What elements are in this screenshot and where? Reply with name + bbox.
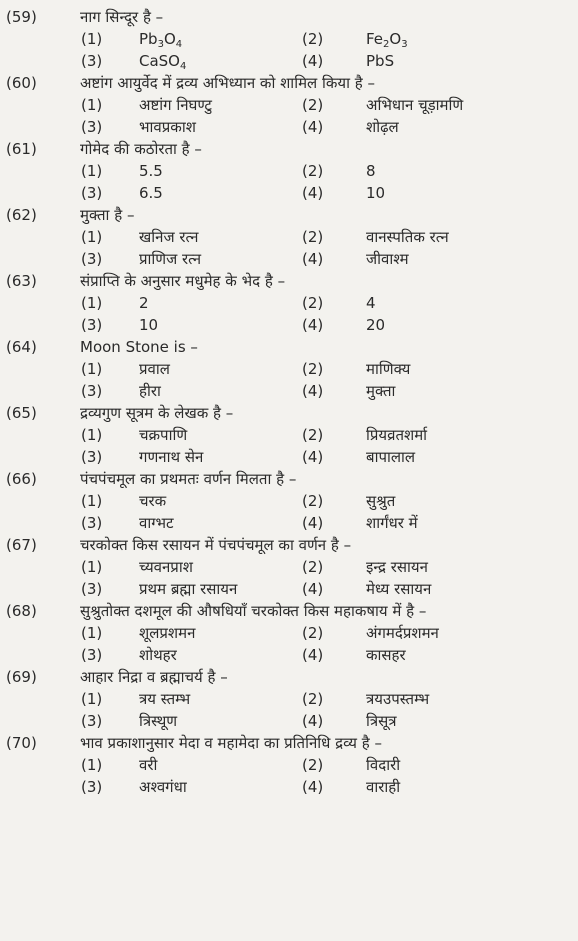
- option-row: [6, 711, 556, 733]
- option-number: (4): [302, 513, 324, 532]
- option-row: [6, 579, 556, 601]
- option-text: प्राणिज रत्न: [139, 249, 202, 268]
- option-number: (3): [81, 579, 103, 598]
- option-2: [302, 491, 556, 513]
- question-line: [6, 6, 556, 29]
- option-row: [6, 777, 556, 799]
- question-text: द्रव्यगुण सूत्रम के लेखक है –: [80, 404, 234, 422]
- question-62: [6, 204, 556, 270]
- option-4: [302, 183, 556, 205]
- option-number: (3): [81, 315, 103, 334]
- option-text: इन्द्र रसायन: [366, 558, 428, 576]
- option-text: मुक्ता: [366, 381, 396, 400]
- option-number: (2): [302, 492, 324, 510]
- option-number: (3): [81, 447, 103, 466]
- option-3: [6, 513, 302, 535]
- option-row: [6, 689, 556, 711]
- option-row: [6, 623, 556, 645]
- option-3: [6, 381, 302, 403]
- question-61: [6, 138, 556, 204]
- option-3: [6, 249, 302, 271]
- question-line: [6, 402, 556, 425]
- option-text: 6.5: [139, 183, 163, 202]
- option-text: वानस्पतिक रत्न: [366, 228, 449, 246]
- option-row: [6, 227, 556, 249]
- option-2: [302, 425, 556, 447]
- question-number: (64): [6, 338, 37, 356]
- option-4: [302, 777, 556, 799]
- question-line: [6, 732, 556, 755]
- question-text: Moon Stone is –: [80, 338, 198, 356]
- option-number: (1): [81, 96, 103, 114]
- option-row: [6, 755, 556, 777]
- option-number: (1): [81, 690, 103, 708]
- option-text: अश्वगंधा: [139, 777, 187, 796]
- option-row: [6, 249, 556, 271]
- question-59: [6, 6, 556, 72]
- question-63: [6, 270, 556, 336]
- option-text: मेध्य रसायन: [366, 579, 432, 598]
- option-number: (1): [81, 426, 103, 444]
- option-4: [302, 513, 556, 535]
- option-number: (3): [81, 381, 103, 400]
- option-text: सुश्रुत: [366, 492, 396, 510]
- option-number: (4): [302, 51, 324, 70]
- option-text: 20: [366, 315, 386, 334]
- option-1: [6, 95, 302, 117]
- question-number: (60): [6, 74, 37, 92]
- option-text: त्रिस्थूण: [139, 711, 178, 730]
- question-line: [6, 534, 556, 557]
- option-1: [6, 161, 302, 183]
- option-row: [6, 29, 556, 51]
- option-4: [302, 645, 556, 667]
- question-65: [6, 402, 556, 468]
- option-text: त्रयउपस्तम्भ: [366, 690, 430, 708]
- option-3: [6, 183, 302, 205]
- option-text: 8: [366, 162, 376, 180]
- option-number: (2): [302, 294, 324, 312]
- option-text: CaSO$_4$: [139, 51, 187, 72]
- option-row: [6, 359, 556, 381]
- option-number: (4): [302, 381, 324, 400]
- option-number: (2): [302, 360, 324, 378]
- option-row: [6, 51, 556, 73]
- option-text: प्रियव्रतशर्मा: [366, 426, 428, 444]
- question-text: भाव प्रकाशानुसार मेदा व महामेदा का प्रतिनिधि द्रव्य है –: [80, 734, 382, 752]
- option-number: (4): [302, 777, 324, 796]
- option-number: (4): [302, 315, 324, 334]
- option-3: [6, 447, 302, 469]
- option-2: [302, 227, 556, 249]
- option-text: अभिधान चूड़ामणि: [366, 96, 464, 114]
- option-text: शोढ़ल: [366, 117, 399, 136]
- option-row: [6, 293, 556, 315]
- option-row: [6, 425, 556, 447]
- question-number: (61): [6, 140, 37, 158]
- question-line: [6, 468, 556, 491]
- option-text: च्यवनप्राश: [139, 558, 193, 576]
- option-1: [6, 491, 302, 513]
- option-4: [302, 711, 556, 733]
- option-text: बापालाल: [366, 447, 416, 466]
- option-text: कासहर: [366, 645, 406, 664]
- option-text: गणनाथ सेन: [139, 447, 204, 466]
- option-text: शोथहर: [139, 645, 177, 664]
- option-2: [302, 359, 556, 381]
- option-row: [6, 315, 556, 337]
- option-text: चरक: [139, 492, 167, 510]
- option-number: (1): [81, 294, 103, 312]
- option-text: $Pb_3O_4$: [139, 30, 183, 50]
- option-text: जीवाश्म: [366, 249, 409, 268]
- option-text: अष्टांग निघण्टु: [139, 96, 212, 114]
- option-1: [6, 755, 302, 777]
- option-number: (1): [81, 756, 103, 774]
- option-text: वरी: [139, 756, 158, 774]
- option-3: [6, 51, 302, 73]
- question-text: मुक्ता है –: [80, 206, 135, 224]
- option-number: (2): [302, 162, 324, 180]
- question-64: [6, 336, 556, 402]
- option-number: (2): [302, 558, 324, 576]
- option-text: 2: [139, 294, 149, 312]
- question-70: [6, 732, 556, 798]
- option-text: $Fe_2O_3$: [366, 30, 408, 50]
- question-number: (63): [6, 272, 37, 290]
- option-2: [302, 293, 556, 315]
- option-number: (2): [302, 756, 324, 774]
- option-3: [6, 579, 302, 601]
- option-2: [302, 623, 556, 645]
- option-number: (4): [302, 579, 324, 598]
- question-text: गोमेद की कठोरता है –: [80, 140, 202, 158]
- option-row: [6, 491, 556, 513]
- option-text: खनिज रत्न: [139, 228, 199, 246]
- option-3: [6, 117, 302, 139]
- option-number: (4): [302, 711, 324, 730]
- question-60: [6, 72, 556, 138]
- option-row: [6, 117, 556, 139]
- option-text: 10: [139, 315, 159, 334]
- option-number: (4): [302, 183, 324, 202]
- option-text: त्रिसूत्र: [366, 711, 397, 730]
- option-number: (2): [302, 426, 324, 444]
- option-row: [6, 557, 556, 579]
- option-row: [6, 183, 556, 205]
- option-text: अंगमर्दप्रशमन: [366, 624, 439, 642]
- option-number: (1): [81, 558, 103, 576]
- option-number: (2): [302, 96, 324, 114]
- question-number: (68): [6, 602, 37, 620]
- question-line: [6, 204, 556, 227]
- question-number: (59): [6, 8, 37, 26]
- question-number: (62): [6, 206, 37, 224]
- option-text: त्रय स्तम्भ: [139, 690, 191, 708]
- question-line: [6, 270, 556, 293]
- option-4: [302, 579, 556, 601]
- question-67: [6, 534, 556, 600]
- option-3: [6, 777, 302, 799]
- question-number: (67): [6, 536, 37, 554]
- option-text: 5.5: [139, 162, 163, 180]
- option-row: [6, 447, 556, 469]
- option-number: (1): [81, 624, 103, 642]
- option-number: (3): [81, 513, 103, 532]
- question-text: पंचपंचमूल का प्रथमतः वर्णन मिलता है –: [80, 470, 297, 488]
- option-row: [6, 95, 556, 117]
- option-3: [6, 711, 302, 733]
- option-2: [302, 29, 556, 51]
- option-2: [302, 557, 556, 579]
- option-text: माणिक्य: [366, 360, 411, 378]
- question-text: अष्टांग आयुर्वेद में द्रव्य अभिध्यान को शामिल किया है –: [80, 74, 375, 92]
- option-1: [6, 359, 302, 381]
- option-number: (1): [81, 360, 103, 378]
- option-1: [6, 623, 302, 645]
- question-number: (65): [6, 404, 37, 422]
- option-2: [302, 161, 556, 183]
- question-line: [6, 336, 556, 359]
- option-number: (4): [302, 117, 324, 136]
- option-text: विदारी: [366, 756, 401, 774]
- option-text: वाराही: [366, 777, 401, 796]
- option-1: [6, 293, 302, 315]
- option-number: (4): [302, 645, 324, 664]
- option-4: [302, 51, 556, 73]
- option-text: PbS: [366, 51, 395, 70]
- option-number: (3): [81, 711, 103, 730]
- question-68: [6, 600, 556, 666]
- option-text: वाग्भट: [139, 513, 174, 532]
- option-1: [6, 29, 302, 51]
- question-69: [6, 666, 556, 732]
- option-1: [6, 227, 302, 249]
- option-number: (2): [302, 624, 324, 642]
- option-3: [6, 645, 302, 667]
- option-text: चक्रपाणि: [139, 426, 188, 444]
- option-2: [302, 755, 556, 777]
- option-text: भावप्रकाश: [139, 117, 196, 136]
- option-4: [302, 117, 556, 139]
- question-text: चरकोक्त किस रसायन में पंचपंचमूल का वर्णन है –: [80, 536, 352, 554]
- question-number: (69): [6, 668, 37, 686]
- option-number: (1): [81, 228, 103, 246]
- option-row: [6, 645, 556, 667]
- option-text: शूलप्रशमन: [139, 624, 196, 642]
- question-number: (66): [6, 470, 37, 488]
- option-4: [302, 447, 556, 469]
- question-line: [6, 72, 556, 95]
- question-text: आहार निद्रा व ब्रह्माचर्य है –: [80, 668, 228, 686]
- option-number: (4): [302, 249, 324, 268]
- question-text: सुश्रुतोक्त दशमूल की औषधियाँ चरकोक्त किस महाकषाय में है –: [80, 602, 427, 620]
- question-line: [6, 666, 556, 689]
- option-number: (3): [81, 645, 103, 664]
- option-number: (4): [302, 447, 324, 466]
- option-2: [302, 689, 556, 711]
- option-number: (1): [81, 492, 103, 510]
- option-3: [6, 315, 302, 337]
- question-line: [6, 600, 556, 623]
- option-number: (3): [81, 117, 103, 136]
- option-row: [6, 161, 556, 183]
- option-2: [302, 95, 556, 117]
- option-text: प्रथम ब्रह्मा रसायन: [139, 579, 238, 598]
- option-number: (3): [81, 249, 103, 268]
- option-1: [6, 689, 302, 711]
- option-text: प्रवाल: [139, 360, 170, 378]
- option-text: 4: [366, 294, 376, 312]
- option-text: शार्गंधर में: [366, 513, 418, 532]
- question-66: [6, 468, 556, 534]
- option-4: [302, 381, 556, 403]
- option-4: [302, 249, 556, 271]
- option-4: [302, 315, 556, 337]
- option-number: (3): [81, 51, 103, 70]
- option-number: (2): [302, 690, 324, 708]
- option-number: (2): [302, 30, 324, 48]
- option-number: (3): [81, 183, 103, 202]
- question-text: संप्राप्ति के अनुसार मधुमेह के भेद है –: [80, 272, 286, 290]
- question-line: [6, 138, 556, 161]
- option-1: [6, 425, 302, 447]
- question-number: (70): [6, 734, 37, 752]
- option-number: (1): [81, 30, 103, 48]
- option-text: हीरा: [139, 381, 161, 400]
- option-number: (1): [81, 162, 103, 180]
- option-row: [6, 513, 556, 535]
- option-row: [6, 381, 556, 403]
- option-number: (3): [81, 777, 103, 796]
- question-text: नाग सिन्दूर है –: [80, 8, 164, 26]
- option-number: (2): [302, 228, 324, 246]
- option-1: [6, 557, 302, 579]
- option-text: 10: [366, 183, 386, 202]
